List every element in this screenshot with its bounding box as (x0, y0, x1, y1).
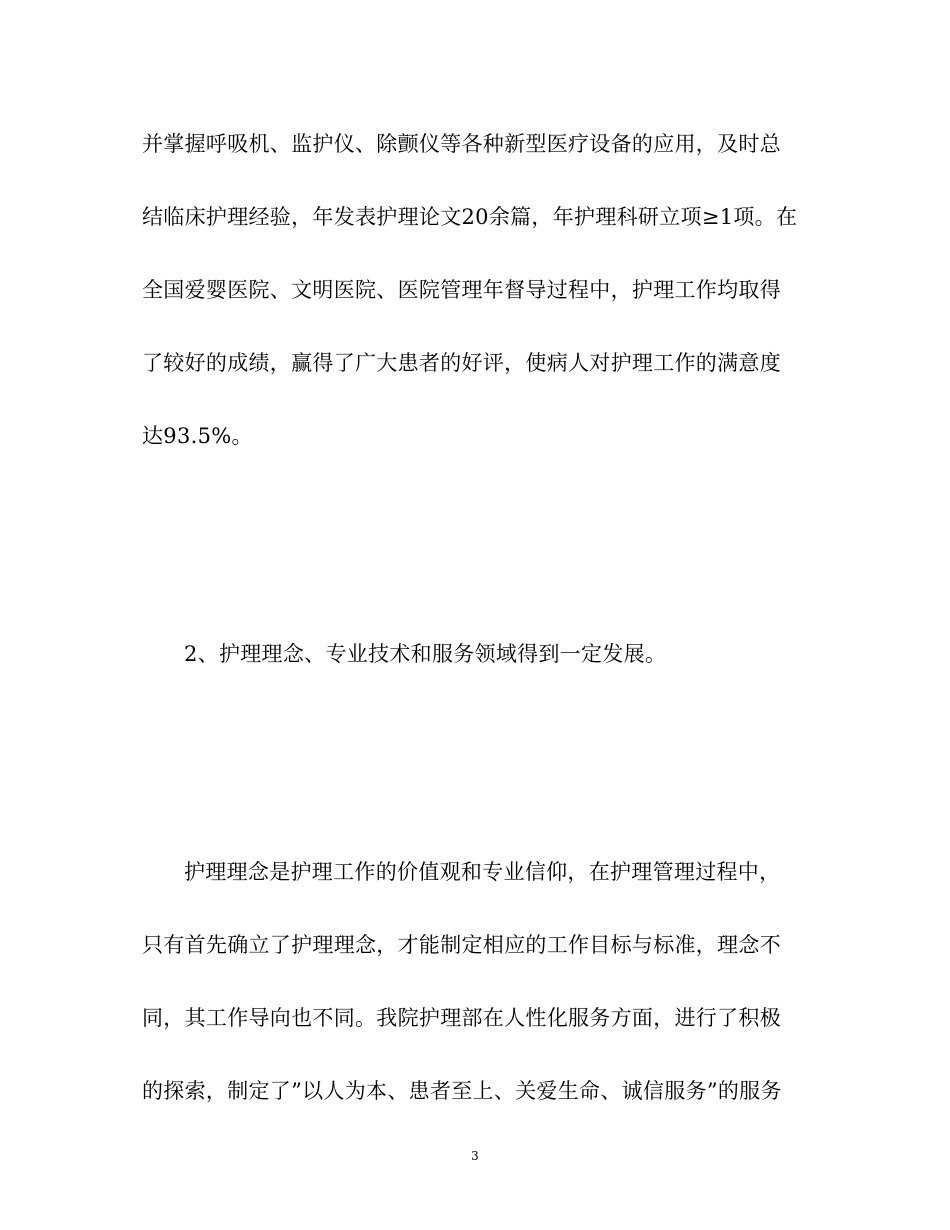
paragraph-line: 的探索，制定了”以人为本、患者至上、关爱生命、诚信服务”的服务 (142, 1079, 782, 1103)
section-heading: 2、护理理念、专业技术和服务领域得到一定发展。 (184, 642, 667, 666)
paragraph-line: 全国爱婴医院、文明医院、医院管理年督导过程中，护理工作均取得 (142, 278, 781, 302)
paragraph-line: 结临床护理经验，年发表护理论文20余篇，年护理科研立项≥1项。在 (142, 205, 798, 229)
paragraph-line: 同，其工作导向也不同。我院护理部在人性化服务方面，进行了积极 (142, 1006, 781, 1030)
page-number: 3 (471, 1149, 479, 1163)
paragraph-line: 只有首先确立了护理理念，才能制定相应的工作目标与标准，理念不 (142, 933, 781, 957)
paragraph-line: 了较好的成绩，赢得了广大患者的好评，使病人对护理工作的满意度 (142, 351, 781, 375)
paragraph-line: 达93.5%。 (142, 424, 253, 448)
paragraph-line: 并掌握呼吸机、监护仪、除颤仪等各种新型医疗设备的应用，及时总 (142, 132, 781, 156)
paragraph-line: 护理理念是护理工作的价值观和专业信仰，在护理管理过程中， (184, 860, 781, 884)
